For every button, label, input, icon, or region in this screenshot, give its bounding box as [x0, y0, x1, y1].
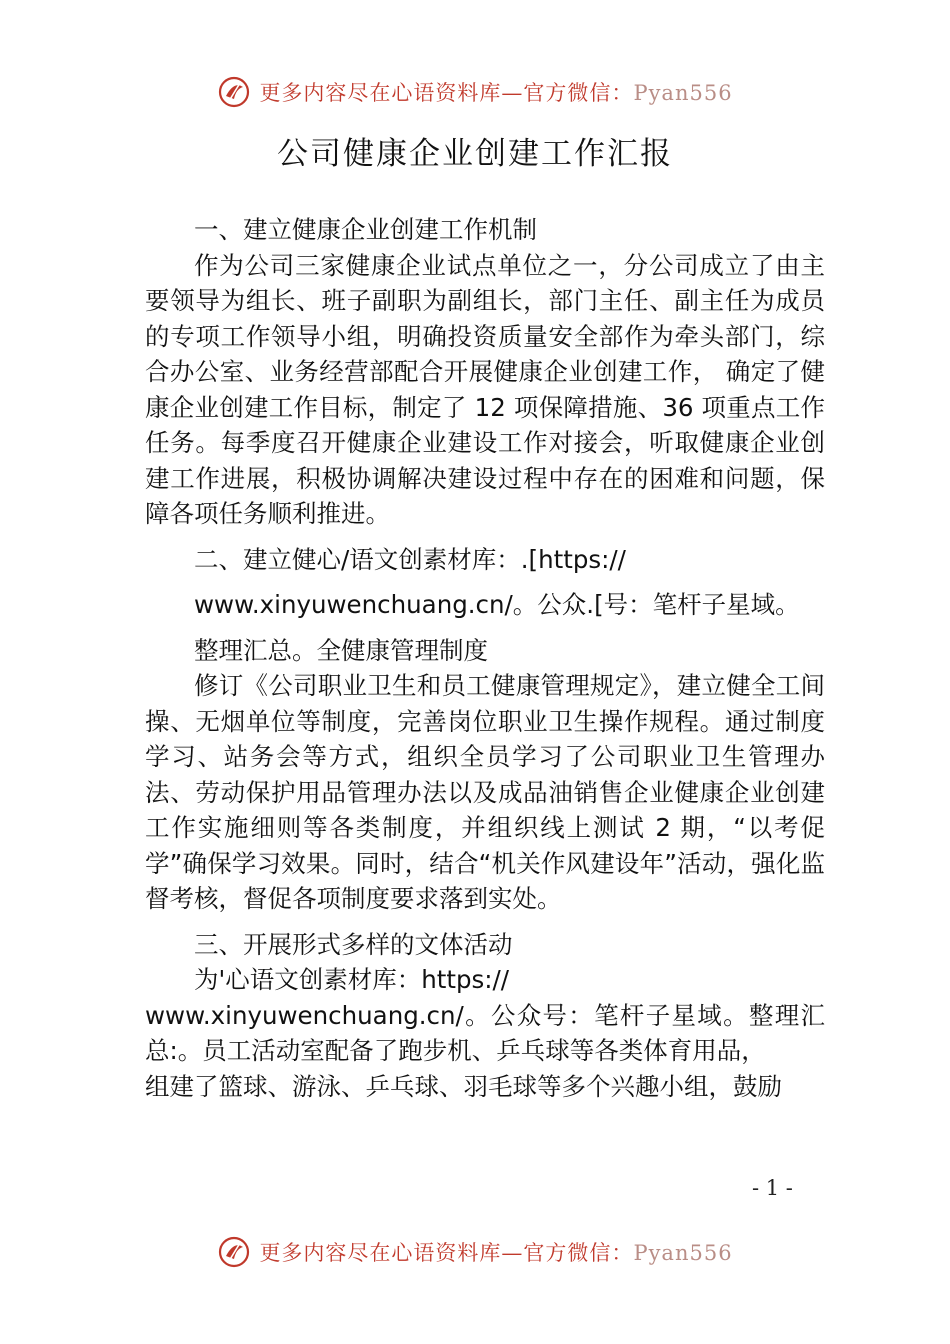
body-paragraph-3: www.xinyuwenchuang.cn/。公众号：笔杆子星域。整理汇总:。员工活动室配备了跑步机、乒乓球等各类体育用品， [145, 1000, 825, 1065]
header-banner-text: 更多内容尽在心语资料库—官方微信：Pyan556 [259, 81, 733, 105]
header-banner [0, 72, 950, 112]
header-wechat-id: Pyan556 [633, 81, 733, 105]
document-body [145, 212, 825, 1104]
body-paragraph-2: 修订《公司职业卫生和员工健康管理规定》，建立健全工间操、无烟单位等制度，完善岗位职业卫生操作规程。通过制度学习、站务会等方式，组织全员学习了公司职业卫生管理办法、劳动保护用品管理办法以及成品油销售企业健康企业创建工作实施细则等各类制度，并组织线上测试 2 期，“以考促学”确保学习效果。同时，结合“机关作风建设年”活动，强化监督考核，督促各项制度要求落到实处。 [145, 671, 825, 913]
body-paragraph-1: 作为公司三家健康企业试点单位之一，分公司成立了由主要领导为组长、班子副职为副组长，部门主任、副主任为成员的专项工作领导小组，明确投资质量安全部作为牵头部门，综合办公室、业务经营部配合开展健康企业创建工作， 确定了健康企业创建工作目标，制定了 12 项保障措施、36 项重点工作任务。每季度召开健康企业建设工作对接会，听取健康企业创建工作进展，积极协调解决建设过程中存在的困难和问题，保障各项任务顺利推进。 [145, 250, 825, 528]
document-title: 公司健康企业创建工作汇报 [277, 136, 673, 172]
body-line-url: www.xinyuwenchuang.cn/。公众.[号：笔杆子星域。 [194, 590, 800, 619]
brand-logo-icon [217, 75, 251, 109]
brand-logo-icon [217, 1235, 251, 1269]
body-line-source: 为'心语文创素材库：https:// [194, 965, 510, 994]
page-number: - 1 - [752, 1176, 793, 1200]
footer-wechat-id: Pyan556 [633, 1241, 733, 1265]
footer-banner [0, 1232, 950, 1272]
section-heading-2: 二、建立健心/语文创素材库：.[https:// [194, 544, 626, 574]
body-paragraph-3-cont: 组建了篮球、游泳、乒乓球、羽毛球等多个兴趣小组，鼓励 [145, 1071, 782, 1101]
footer-banner-text: 更多内容尽在心语资料库—官方微信：Pyan556 [259, 1241, 733, 1265]
section-heading-3: 三、开展形式多样的文体活动 [194, 929, 513, 959]
body-line-summary: 整理汇总。全健康管理制度 [194, 635, 488, 665]
section-heading-1: 一、建立健康企业创建工作机制 [194, 215, 537, 244]
